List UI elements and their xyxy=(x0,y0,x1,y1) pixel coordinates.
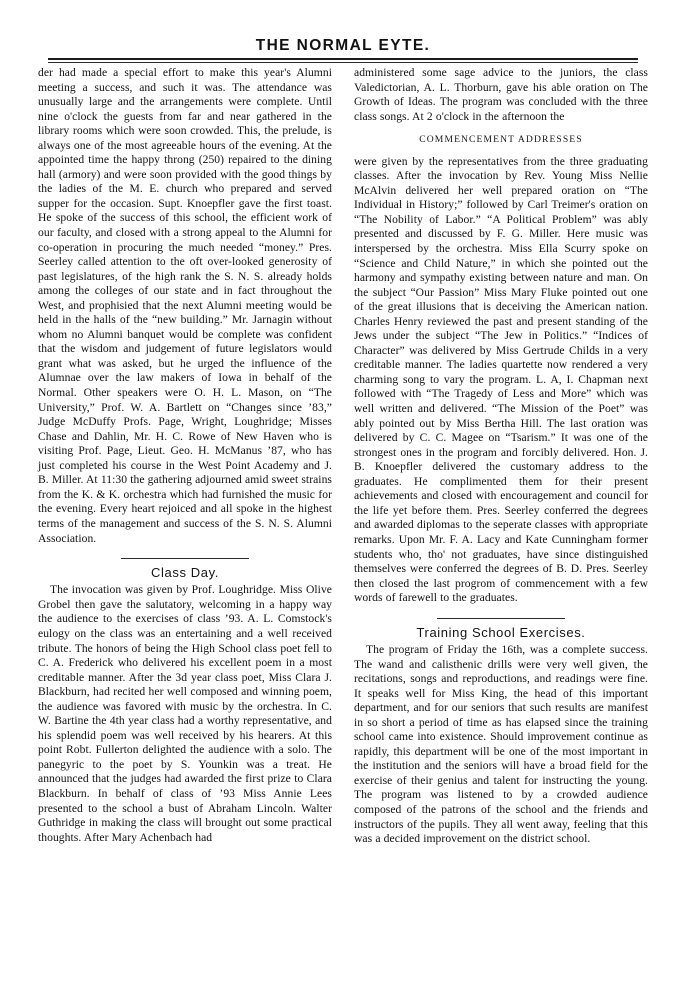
class-day-heading-block xyxy=(38,558,332,580)
masthead xyxy=(48,38,638,54)
divider-rule-thin xyxy=(48,62,638,63)
section-rule xyxy=(437,618,565,619)
page-title: THE NORMAL EYTE. xyxy=(255,37,431,54)
subheading-commencement-addresses: COMMENCEMENT ADDRESSES xyxy=(419,134,583,146)
two-column-body xyxy=(38,66,648,847)
alumni-meeting-continued-paragraph: der had made a special effort to make this year's Alumni meeting a success, and such it was. The attendance was unusually large and the arrangements were complete. Until nine o'clock the guests from far and near gathered in the library rooms which were soon crowded. This, the prelude, is always one of the most agreeable hours of the evening. At the appointed time the happy throng (250) repaired to the dining hall (armory) and were soon provided with the good things by the ladies of the M. E. church who prepared and served supper for the occasion. Supt. Knoepfler gave the first toast. He spoke of the success of this school, the efficient work of our faculty, and closed with a strong appeal to the Alumni for co-operation in procuring the much needed “money.” Pres. Seerley called attention to the oft over-looked generosity of past legislatures, of the high rank the S. N. S. already holds among the colleges of our state and in fact throughout the West, and prophisied that the next Alumni meeting would be held in the halls of the “new building.” Mr. Jarnagin without whom no Alumni banquet would be complete was confident that the wisdom and judgement of future legislators would grant what was asked, but he urged the influence of the Alumnae over the law makers of Iowa in behalf of the Normal. Other speakers were O. H. L. Mason, on “The University,” Prof. W. A. Bartlett on “Changes since ’83,” Judge McDuffy Profs. Page, Wright, Loughridge; Misses Chase and Dahlin, Mr. H. C. Rowe of New Haven who is visiting Prof. Page, Lieut. Geo. H. McManus ’87, who has just completed his course in the West Point Academy and J. B. Miller. At 11:30 the gathering adjourned amid sweet strains from the K. & K. orchestra which had furnished the music for the evening. Every heart rejoiced and all spoke in the highest terms of the management and success of the S. N. S. Alumni Association. xyxy=(38,66,332,545)
commencement-addresses-paragraph: were given by the representatives from the three graduating classes. After the invocation by Rev. Young Miss Nellie McAlvin delivered her well prepared oration on “The Individual in History;” followed by Carl Treimer's oration on “The Nobility of Labor.” “A Political Problem” was ably presented and discussed by F. G. Miller. Here music was interspersed by the orchestra. Miss Ella Scurry spoke on “Science and Child Nature,” in which she pointed out the harmony and sympathy existing between nature and man. On the subject “Our Passion” Miss Mary Fluke pointed out one of the great illusions that is deceiving the American nation. Charles Henry reviewed the past and present standing of the Jews under the subject “The Jew in Politics.” “Indices of Character” was delivered by Miss Gertrude Childs in a very creditable manner. The ladies quartette now rendered a very charming song to vary the program. L. A, I. Chapman next followed with “The Tragedy of Less and More” which was well written and delivered. “The Mission of the Poet” was ably pointed out by Miss Bertha Hill. The last oration was delivered by C. C. Magee on “Tsarism.” It was one of the strongest ones in the program and forcibly delivered. Hon. J. B. Knoepfler delivered the customary address to the graduates. He complimented them for their present achievements and closed with encouragement and council for the life yet before them. Pres. Seerley conferred the degrees and awarded diplomas to the seperate classes with appropriate remarks. Upon Mr. F. A. Lacy and Kate Cunningham former students who, tho' not graduates, have since distinguished themselves were conferred the degrees of B. D. Pres. Seerley then closed the last progrom of commencement with a few words of farewell to the graduates. xyxy=(354,154,648,605)
masthead-divider xyxy=(48,58,638,63)
divider-rule-thick xyxy=(48,58,638,60)
training-school-paragraph: The program of Friday the 16th, was a complete success. The wand and calisthenic drills were very well given, the recitations, songs and reproductions, and readings were fine. It speaks well for Miss King, the head of this important department, and for our seniors that such results are manifest in so short a period of time as has elapsed since the training school came into existence. Should improvement continue as rapidly, this department will be one of the most important in the institution and the seniors will have a broad field for the exercise of their genius and talent for instructing the young. The program was listened to by a crowded audience composed of the patrons of the school and the friends and instructors of the pupils. They all went away, feeling that this was a decided improvement on the district school. xyxy=(354,642,648,846)
left-column xyxy=(38,66,332,847)
section-rule xyxy=(121,558,249,559)
section-heading-training-school-exercises: Training School Exercises. xyxy=(416,624,586,640)
training-school-heading-block xyxy=(354,618,648,640)
right-column xyxy=(354,66,648,847)
section-heading-class-day: Class Day. xyxy=(151,565,219,581)
class-day-continued-paragraph: administered some sage advice to the juniors, the class Valedictorian, A. L. Thorburn, gave his able oration on The Growth of Ideas. The program was concluded with the three class songs. At 2 o'clock in the afternoon the xyxy=(354,66,648,123)
class-day-paragraph: The invocation was given by Prof. Loughridge. Miss Olive Grobel then gave the salutatory, welcoming in a happy way the audience to the exercises of class ’93. A. L. Comstock's eulogy on the class was an entertaining and a well received tribute. The honors of being the High School class poet fell to C. A. Frederick who delivered his excellent poem in a most creditable manner. After the 3d year class poet, Miss Clara J. Blackburn, had recited her well composed and winning poem, the audience was favored with music by the orchestra. In C. W. Bartine the 4th year class had a worthy representative, and his splendid poem was well received by his hearers. At this point Robt. Fullerton delighted the audience with a solo. The panegyric to the poet by S. Younkin was a treat. He announced that the judges had awarded the first prize to Clara Blackburn. In behalf of class of ’93 Miss Annie Lees presented to the school a bust of Abraham Lincoln. Walter Guthridge in making the class will brought out some practical thoughts. After Mary Achenbach had xyxy=(38,583,332,844)
